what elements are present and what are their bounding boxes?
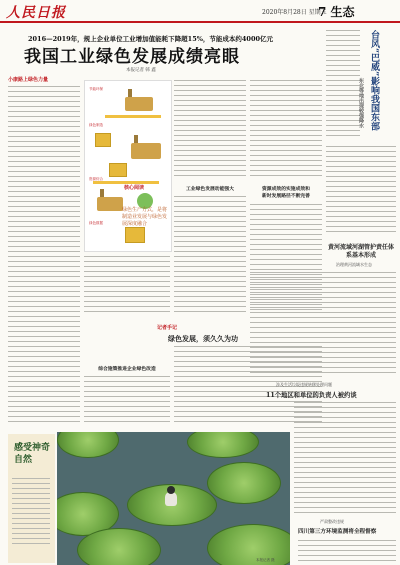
article-column-4 <box>250 80 322 180</box>
article-column-1 <box>8 86 80 426</box>
infographic-label-1: 节能环保 <box>89 87 103 91</box>
case-title: 11个地区和单位的负责人被约谈 <box>266 392 357 399</box>
commentary-title: 绿色发展，须久久为功 <box>168 334 238 343</box>
case-body <box>294 402 396 518</box>
cube-icon <box>95 133 111 147</box>
photo-caption-box <box>8 434 55 563</box>
pipe-icon <box>105 115 161 118</box>
infographic-label-3: 资源综合 <box>89 177 103 181</box>
infographic-label-2: 绿色制造 <box>89 123 103 127</box>
case-tag: 涉及生活垃圾违规转移处理问题 <box>276 382 332 387</box>
lily-pad <box>207 462 281 504</box>
yellow-river-body <box>250 272 396 376</box>
typhoon-title: 台风“巴威”影响我国东部 <box>369 30 379 131</box>
article-column-3b <box>174 196 246 316</box>
lily-pad <box>77 528 161 565</box>
photo-caption-body <box>12 478 50 548</box>
article-column-2b <box>84 376 170 424</box>
factory-icon <box>125 97 153 111</box>
article-column-3 <box>174 80 246 180</box>
commentary-tag: 记者手记 <box>157 325 178 331</box>
typhoon-subtitle: 东北等地出现较强降水 <box>358 78 364 128</box>
section-label: 7 生态 <box>318 5 355 19</box>
audit-tag: 严肃整改违规 <box>320 519 344 524</box>
lily-pad <box>187 432 259 458</box>
right-subhead-2: 新时发展路径不断完善 <box>262 193 310 199</box>
cube-icon <box>109 163 127 177</box>
article-column-2 <box>84 256 170 316</box>
pull-quote: 绿色生产方式，是将制造业发展与绿色发展深度融合 <box>122 207 168 227</box>
right-subhead-1: 资源成效的实施成效和 <box>262 186 310 192</box>
lead-byline: 本报记者 韩 鑫 <box>126 68 156 73</box>
mid-subhead-1: 综合施策推进企业绿色改造 <box>98 366 156 372</box>
lily-pad <box>207 524 290 565</box>
factory-icon <box>131 143 161 159</box>
core-reading-head: 核心阅读 <box>124 185 145 191</box>
photo-caption-title: 感受神奇自然 <box>14 443 51 465</box>
lily-pad-photo <box>57 432 290 565</box>
newspaper-logo: 人民日报 <box>6 5 66 21</box>
audit-body <box>298 540 396 562</box>
photo-credit: 本报记者 摄 <box>256 558 275 562</box>
infographic-label-4: 绿色数据 <box>89 221 103 225</box>
audit-title: 四川第三方环境监测将全程督察 <box>298 529 377 535</box>
child-head <box>167 486 175 494</box>
header-rule <box>0 21 400 23</box>
yellow-river-title: 黄河流域河湖管护责任体系基本形成 <box>327 244 394 259</box>
issue-date: 2020年8月28日 星期五 <box>262 9 327 16</box>
small-steps-head: 小康路上绿色力量 <box>8 77 49 83</box>
cube-icon <box>125 227 145 243</box>
lead-title: 我国工业绿色发展成绩亮眼 <box>24 47 240 67</box>
lily-pad <box>57 432 119 458</box>
factory-icon <box>97 197 123 211</box>
typhoon-body-2 <box>326 146 396 238</box>
page-header <box>0 0 400 22</box>
child-figure <box>165 492 177 506</box>
typhoon-body <box>326 30 360 140</box>
yellow-river-subtitle: 治理黄河流域水生态 <box>336 262 372 267</box>
lead-subtitle: 2016—2019年，规上企业单位工业增加值能耗下降超15%，节能成本约4000亿元 <box>28 35 273 43</box>
mid-subhead-2: 工业绿色发展动能强大 <box>186 186 234 192</box>
